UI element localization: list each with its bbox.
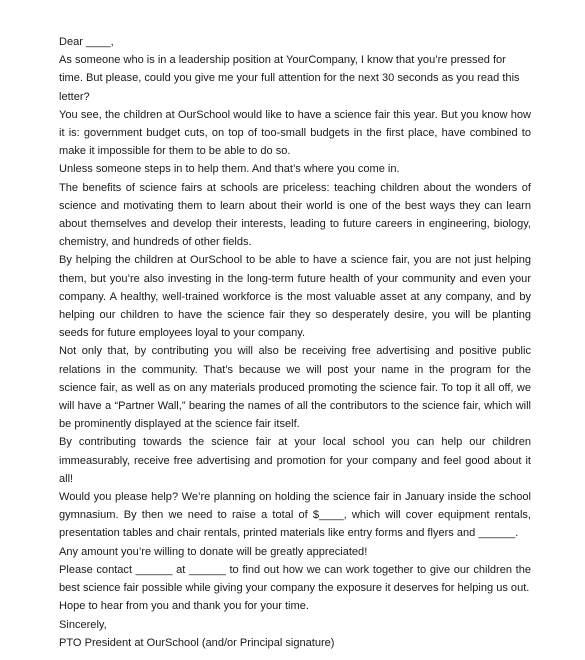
signature-line: PTO President at OurSchool (and/or Principal signature)	[59, 636, 335, 649]
paragraph-benefits: The benefits of science fairs at schools are priceless: teaching children about the wonders of science and motivating them to learn about their world is one of the best ways they can learn about themselves and develop their interests, leading to future careers in engineering, biology, chemistry, and hundreds of other fields.	[59, 181, 531, 249]
paragraph-advertising: Not only that, by contributing you will also be receiving free advertising and positive public relations in the community. That’s because we will post your name in the program for the science fair, as well as on any materials produced promoting the science fair. To top it all off, we will have a “Partner Wall,” bearing the names of all the contributors to the science fair, which will be prominently displayed at the science fair itself.	[59, 345, 531, 431]
paragraph-step-in: Unless someone steps in to help them. And that’s where you come in.	[59, 163, 400, 176]
paragraph-intro: As someone who is in a leadership position at YourCompany, I know that you’re pressed for time. But please, could you give me your full attention for the next 30 seconds as you read this letter?	[59, 54, 520, 103]
paragraph-budget-cuts: You see, the children at OurSchool would like to have a science fair this year. But you know how it is: government budget cuts, on top of too-small budgets in the first place, have combined to make it impossible for them to be able to do so.	[59, 108, 531, 158]
paragraph-request: Would you please help? We’re planning on holding the science fair in January inside the school gymnasium. By then we need to raise a total of $____, which will cover equipment rentals, presentation tables and chair rentals, printed materials like entry forms and flyers and ______.	[59, 491, 531, 540]
salutation: Dear ____,	[59, 36, 114, 48]
paragraph-donate: Any amount you’re willing to donate will be greatly appreciated!	[59, 545, 368, 558]
paragraph-contact: Please contact ______ at ______ to find out how we can work together to give our children the best science fair possible while giving your company the exposure it deserves for helping us out.	[59, 563, 531, 595]
paragraph-thanks: Hope to hear from you and thank you for your time.	[59, 600, 309, 613]
letter-page	[59, 33, 531, 652]
paragraph-contributing: By contributing towards the science fair at your local school you can help our children immeasurably, receive free advertising and promotion for your company and feel good about it all!	[59, 436, 531, 485]
paragraph-investing: By helping the children at OurSchool to be able to have a science fair, you are not just helping them, but you’re also investing in the long-term future health of your community and even your company. A healthy, well-trained workforce is the most valuable asset at any company, and by helping our children to have the science fair they so desperately desire, you will be planting seeds for future employees loyal to your company.	[59, 254, 531, 340]
closing: Sincerely,	[59, 618, 107, 631]
